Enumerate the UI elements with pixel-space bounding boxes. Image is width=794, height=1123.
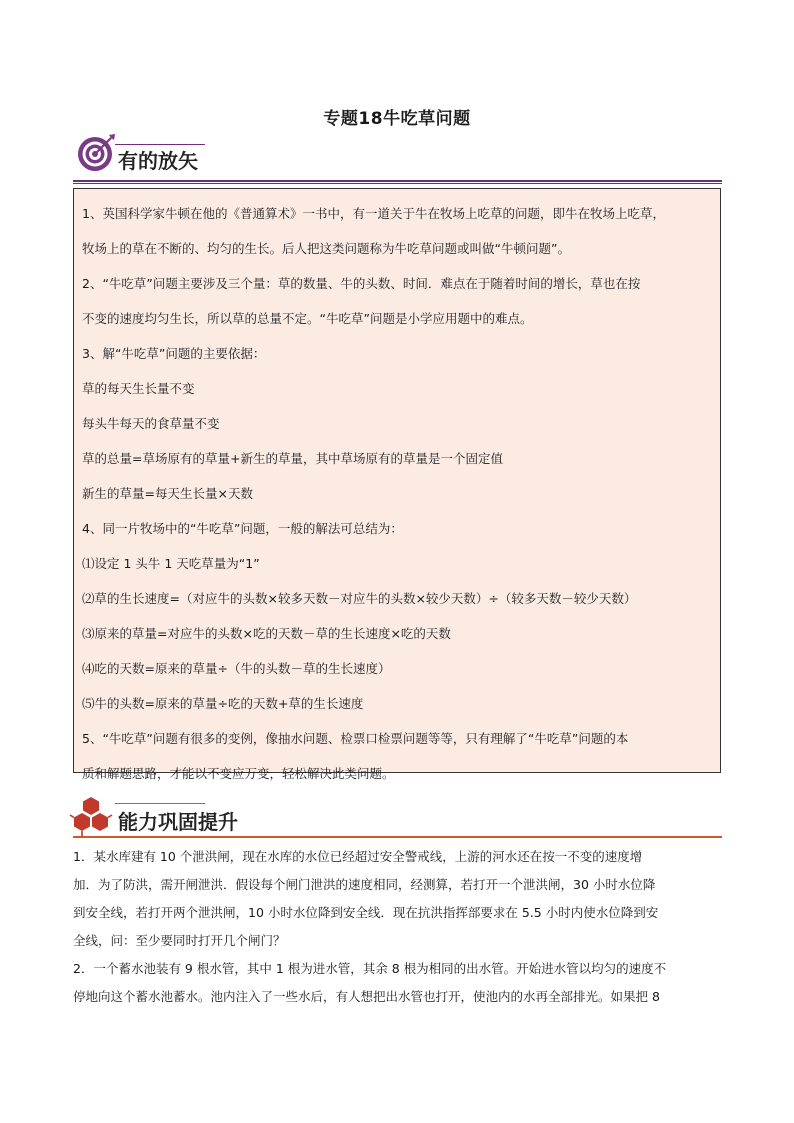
question-line: 加．为了防洪，需开闸泄洪．假设每个闸门泄洪的速度相同，经测算，若打开一个泄洪闸，30 小时水位降 — [73, 877, 656, 892]
question-list — [73, 843, 723, 1011]
question-line: 1．某水库建有 10 个泄洪闸，现在水库的水位已经超过安全警戒线，上游的河水还在按一不变的速度增 — [73, 849, 643, 864]
section-title-1: 有的放矢 — [118, 149, 198, 173]
summary-paragraph: 5、“牛吃草”问题有很多的变例，像抽水问题、检票口检票问题等等，只有理解了“牛吃草”问题的本 — [82, 731, 629, 746]
summary-box — [73, 188, 721, 781]
summary-paragraph: 不变的速度均匀生长，所以草的总量不定。“牛吃草”问题是小学应用题中的难点。 — [82, 311, 533, 326]
section-divider — [73, 836, 722, 838]
question-line: 停地向这个蓄水池蓄水。池内注入了一些水后，有人想把出水管也打开，使池内的水再全部排光。如果把 8 — [73, 989, 660, 1004]
summary-paragraph: 草的每天生长量不变 — [82, 381, 195, 396]
summary-paragraph: 新生的草量=每天生长量×天数 — [82, 486, 253, 501]
page-title: 专题18牛吃草问题 — [323, 109, 471, 129]
summary-paragraph: 1、英国科学家牛顿在他的《普通算术》一书中，有一道关于牛在牧场上吃草的问题，即牛在牧场上吃草， — [82, 206, 665, 221]
summary-paragraph: 草的总量=草场原有的草量+新生的草量，其中草场原有的草量是一个固定值 — [82, 451, 503, 466]
summary-paragraph: 2、“牛吃草”问题主要涉及三个量：草的数量、牛的头数、时间．难点在于随着时间的增长，草也在按 — [82, 276, 641, 291]
summary-paragraph: ⑵草的生长速度=（对应牛的头数×较多天数－对应牛的头数×较少天数）÷（较多天数－较少天数） — [82, 591, 637, 606]
summary-paragraph: ⑷吃的天数=原来的草量÷（牛的头数－草的生长速度） — [82, 661, 391, 676]
section-divider-thin — [73, 183, 722, 184]
summary-paragraph: 每头牛每天的食草量不变 — [82, 416, 220, 431]
section-title-2: 能力巩固提升 — [118, 810, 238, 834]
section-divider — [73, 180, 722, 182]
summary-paragraph: 4、同一片牧场中的“牛吃草”问题，一般的解法可总结为： — [82, 521, 403, 536]
section-header-line — [115, 803, 205, 804]
question-line: 2．一个蓄水池装有 9 根水管，其中 1 根为进水管，其余 8 根为相同的出水管。开始进水管以均匀的速度不 — [73, 961, 667, 976]
question-line: 到安全线，若打开两个泄洪闸，10 小时水位降到安全线．现在抗洪指挥部要求在 5.5 小时内使水位降到安 — [73, 905, 659, 920]
summary-paragraph: 3、解“牛吃草”问题的主要依据： — [82, 346, 266, 361]
summary-paragraph: 牧场上的草在不断的、均匀的生长。后人把这类问题称为牛吃草问题或叫做“牛顿问题”。 — [82, 241, 570, 256]
hexagon-molecule-icon — [69, 795, 113, 839]
question-line: 全线，问：至少要同时打开几个闸门？ — [73, 933, 286, 948]
summary-paragraph: ⑴设定 1 头牛 1 天吃草量为“1” — [82, 556, 260, 571]
summary-paragraph: 质和解题思路，才能以不变应万变，轻松解决此类问题。 — [82, 766, 395, 781]
target-icon — [76, 133, 116, 173]
summary-paragraph: ⑸牛的头数=原来的草量÷吃的天数+草的生长速度 — [82, 696, 364, 711]
summary-paragraph: ⑶原来的草量=对应牛的头数×吃的天数－草的生长速度×吃的天数 — [82, 626, 451, 641]
